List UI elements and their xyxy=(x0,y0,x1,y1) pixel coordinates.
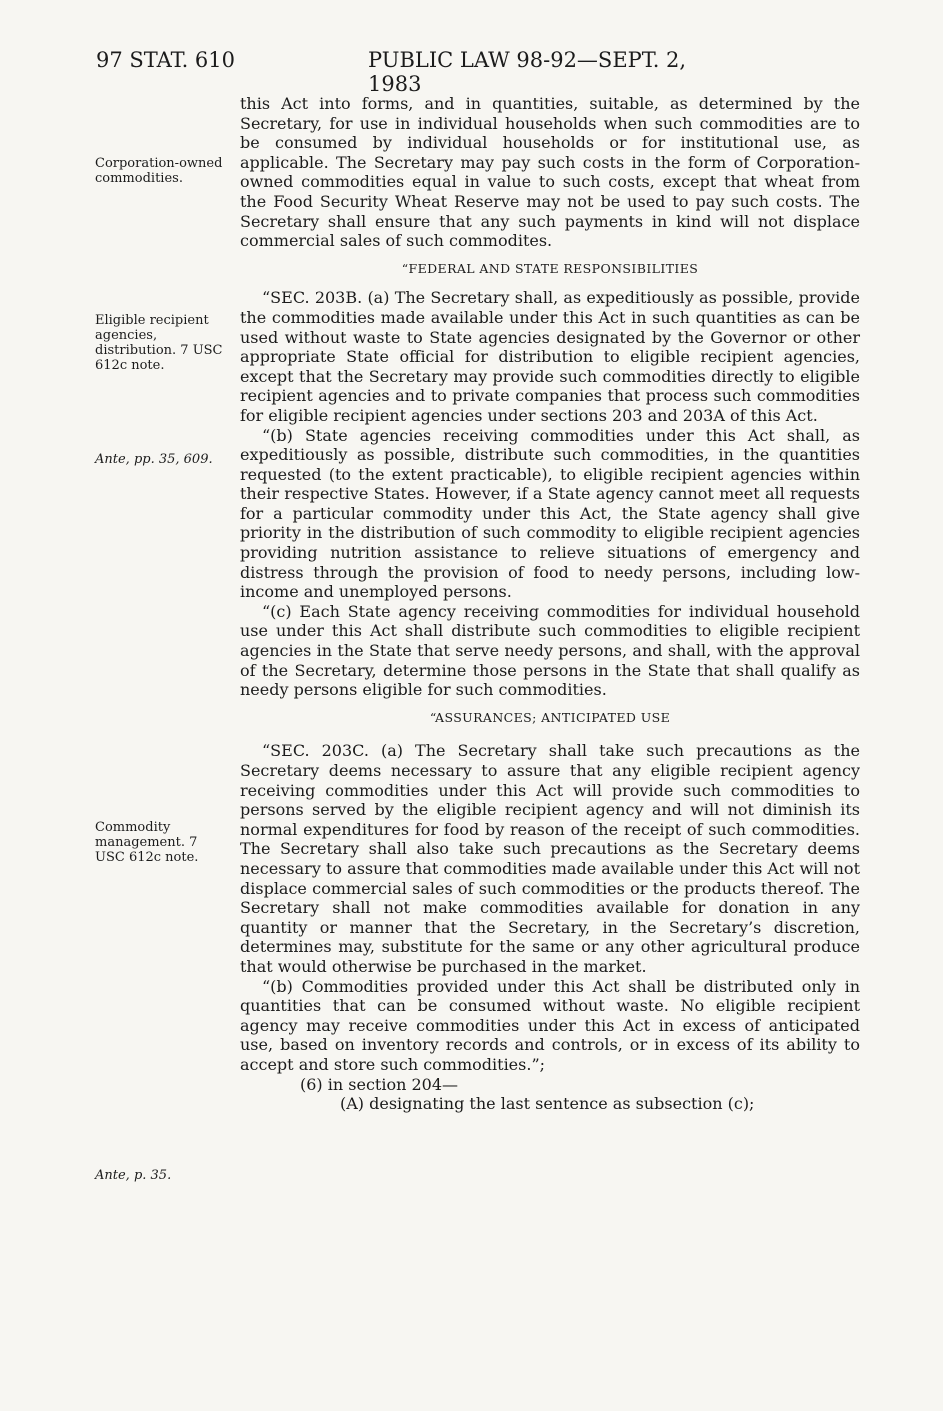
amendment-item-6: (6) in section 204— xyxy=(300,1074,459,1094)
paragraph-sec-203c-a: “SEC. 203C. (a) The Secretary shall take such precautions as the Secretary deems necessary to assure that any eligible recipient agency receiving commodities under this Act will provide such commodities to persons served by the eligible recipient agency and will not diminish its normal expenditures for food by reason of the receipt of such commodities. The Secretary shall also take such precautions as the Secretary deems necessary to assure that commodities made available under this Act will not displace commercial sales of such commodities or the products thereof. The Secretary shall not make commodities available for donation in any quantity or manner that the Secretary, in the Secretary’s discretion, determines may, substitute for the same or any other agricultural produce that would otherwise be purchased in the market. xyxy=(240,741,860,976)
margin-note-eligible-recipient: Eligible recipient agencies, distribution. 7 USC 612c note. xyxy=(95,313,223,373)
section-heading-federal-state: “FEDERAL AND STATE RESPONSIBILITIES xyxy=(401,260,699,276)
paragraph-sec-203b-a: “SEC. 203B. (a) The Secretary shall, as expeditiously as possible, provide the commodities made available under this Act in such quantities as can be used without waste to State agencies designated by the Governor or other appropriate State official for distribution to eligible recipient agencies, except that the Secretary may provide such commodities directly to eligible recipient agencies and to private companies that process such commodities for eligible recipient agencies under sections 203 and 203A of this Act. xyxy=(240,288,860,425)
margin-note-corporation-owned: Corporation-owned commodities. xyxy=(95,156,223,186)
margin-note-ante-pp: Ante, pp. 35, 609. xyxy=(95,452,213,467)
section-heading-assurances: “ASSURANCES; ANTICIPATED USE xyxy=(429,709,671,725)
amendment-item-6a: (A) designating the last sentence as subsection (c); xyxy=(340,1094,755,1114)
stat-page-number: 97 STAT. 610 xyxy=(96,48,236,72)
paragraph-sec-203b-b: “(b) State agencies receiving commodities under this Act shall, as expeditiously as possible, distribute such commodities, in the quantities requested (to the extent practicable), to eligible recipient agencies within their respective States. However, if a State agency cannot meet all requests for a particular commodity under this Act, the State agency shall give priority in the distribution of such commodity to eligible recipient agencies providing nutrition assistance to relieve situations of emergency and distress through the provision of food to needy persons, including low-income and unemployed persons. xyxy=(240,425,860,602)
margin-note-commodity-management: Commodity management. 7 USC 612c note. xyxy=(95,820,199,865)
body-text xyxy=(240,94,860,1114)
paragraph-sec-203c-b: “(b) Commodities provided under this Act shall be distributed only in quantities that can be consumed without waste. No eligible recipient agency may receive commodities under this Act in excess of anticipated use, based on inventory records and controls, or in excess of its ability to accept and store such commodities.”; xyxy=(240,976,860,1074)
paragraph-continuation: this Act into forms, and in quantities, suitable, as determined by the Secretary, for use in individual households when such commodities are to be consumed by individual households or for institutional use, as applicable. The Secretary may pay such costs in the form of Corporation-owned commodities equal in value to such costs, except that wheat from the Food Security Wheat Reserve may not be used to pay such costs. The Secretary shall ensure that any such payments in kind will not displace commercial sales of such commodites. xyxy=(240,94,860,251)
paragraph-sec-203b-c: “(c) Each State agency receiving commodities for individual household use under this Act shall distribute such commodities to eligible recipient agencies in the State that serve needy persons, and shall, with the approval of the Secretary, determine those persons in the State that shall qualify as needy persons eligible for such commodities. xyxy=(240,601,860,700)
margin-note-ante-p: Ante, p. 35. xyxy=(95,1168,172,1183)
page-header xyxy=(96,48,743,96)
public-law-title: PUBLIC LAW 98-92—SEPT. 2, 1983 xyxy=(368,48,687,96)
